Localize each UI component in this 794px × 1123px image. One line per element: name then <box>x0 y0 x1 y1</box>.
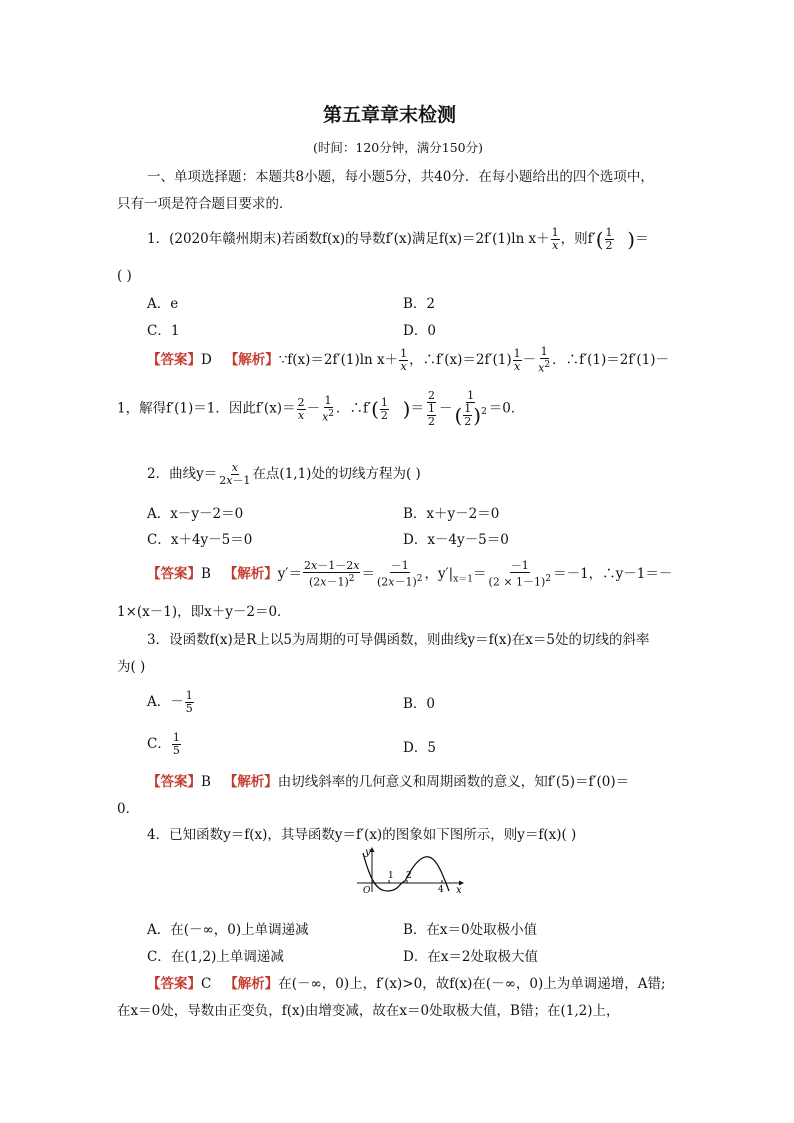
q1-analysis-line1: 【答案】D 【解析】∵f(x)＝2f′(1)ln x＋ $\frac{1}{x}$ ，∴f′(x)＝2f′(1) $\frac{1}{x}$ － $\frac{1}{x^2}$ ．∴f′(1)＝2f′(1)－ <box>147 345 670 375</box>
q3-option-d: D．5 <box>403 740 436 756</box>
section-intro-line1: 一、单项选择题：本题共8小题，每小题5分，共40分．在每小题给出的四个选项中， <box>147 169 654 185</box>
q1-option-a: A．e <box>147 296 179 312</box>
graph-tick-label: 2 <box>406 871 412 881</box>
q4-analysis-line1: 【答案】C 【解析】在(－∞，0)上，f′(x)>0，故f(x)在(－∞，0)上为单调递增，A错; <box>147 976 666 992</box>
q3-analysis-line2: 0． <box>117 801 140 817</box>
fraction: $\frac{1}{x}$ <box>551 226 559 252</box>
q1-stem: 1．(2020年赣州期末)若函数f(x)的导数f′(x)满足f(x)＝2f′(1)ln x＋ $\frac{1}{x}$ ，则f′( $\frac{1}{2}$ )＝ <box>147 226 649 252</box>
fraction: 1 ( $\frac{1}{2}$ )$^2$ <box>454 389 487 428</box>
q2-option-c: C．x＋4y－5＝0 <box>147 532 253 548</box>
fraction: $\frac{1}{2}$ <box>605 226 613 252</box>
q3-option-b: B．0 <box>403 696 436 712</box>
graph-origin-label: O <box>363 886 371 895</box>
graph-tick-label: 4 <box>438 885 444 895</box>
q4-option-b: B．在x＝0处取极小值 <box>403 922 538 938</box>
fraction: $\frac{1}{5}$ <box>172 731 180 757</box>
q2-option-d: D．x－4y－5＝0 <box>403 532 509 548</box>
graph-tick-label: 1 <box>388 871 394 881</box>
q4-option-a: A．在(－∞，0)上单调递减 <box>147 922 309 938</box>
fraction: $\frac{2}{\frac{1}{2}}$ <box>427 389 435 428</box>
q2-stem: 2．曲线y＝ $\frac{x}{2x-1}$ 在点(1,1)处的切线方程为( ) <box>147 461 421 487</box>
section-intro-line2: 只有一项是符合题目要求的． <box>117 196 293 212</box>
q2-analysis-line1: 【答案】B 【解析】y′＝ $\frac{2x-1-2x}{(2x-1)^2}$ ＝ $\frac{-1}{(2x-1)^2}$ ，$y'|_{x=1}=$ $\frac{-1}{(2 \times 1-1)^2}$ ＝－1，∴y－1＝－ <box>147 559 673 589</box>
q3-analysis-line1: 【答案】B 【解析】由切线斜率的几何意义和周期函数的意义，知f′(5)＝f′(0)＝ <box>147 774 630 790</box>
fraction: $\frac{1}{5}$ <box>185 689 193 715</box>
q4-analysis-line2: 在x＝0处，导数由正变负，f(x)由增变减，故在x＝0处取极大值，B错；在(1,2)上， <box>117 1003 620 1019</box>
fraction: $\frac{2}{x}$ <box>297 395 305 422</box>
q4-stem: 4．已知函数y＝f(x)，其导函数y＝f′(x)的图象如下图所示，则y＝f(x)( ) <box>147 827 577 843</box>
q1-blank: ( ) <box>117 268 132 284</box>
fraction: $\frac{1}{x}$ <box>513 346 521 373</box>
graph-x-label: x <box>456 885 462 895</box>
q2-option-b: B．x＋y－2＝0 <box>403 506 500 522</box>
q1-option-c: C．1 <box>147 323 180 339</box>
q4-option-d: D．在x＝2处取极大值 <box>403 949 539 965</box>
q4-option-c: C．在(1,2)上单调递减 <box>147 949 284 965</box>
fraction: $\frac{-1}{(2x-1)^2}$ <box>376 559 423 589</box>
q1-analysis-line2: 1，解得f′(1)＝1．因此f′(x)＝ $\frac{2}{x}$ － $\frac{1}{x^2}$ ．∴f′( $\frac{1}{2}$ )＝ $\frac{2}{\frac{1}{2}}$ － 1 ( $\frac{1}{2}$ )$^2$ ＝0． <box>117 389 525 428</box>
fraction: $\frac{x}{2x-1}$ <box>219 461 251 487</box>
fraction: $\frac{-1}{(2 \times 1-1)^2}$ <box>488 559 552 589</box>
fraction: $\frac{1}{x^2}$ <box>322 393 335 424</box>
page-subtitle: (时间：120分钟，满分150分) <box>313 140 483 155</box>
fraction: $\frac{1}{x}$ <box>400 346 408 373</box>
derivative-graph <box>355 845 465 895</box>
q3-stem-line1: 3．设函数f(x)是R上以5为周期的可导偶函数，则曲线y＝f(x)在x＝5处的切线的斜率 <box>147 632 650 648</box>
q3-option-c: C． $\frac{1}{5}$ <box>147 731 180 757</box>
q1-option-d: D．0 <box>403 323 436 339</box>
q3-stem-line2: 为( ) <box>117 659 146 675</box>
q2-option-a: A．x－y－2＝0 <box>147 506 244 522</box>
q2-analysis-line2: 1×(x－1)，即x＋y－2＝0． <box>117 604 291 620</box>
fraction: $\frac{1}{2}$ <box>380 395 388 422</box>
q1-option-b: B．2 <box>403 296 436 312</box>
fraction: $\frac{2x-1-2x}{(2x-1)^2}$ <box>304 559 360 589</box>
graph-y-label: y <box>365 847 371 858</box>
fraction: $\frac{1}{x^2}$ <box>538 345 551 375</box>
q3-option-a: A．－ $\frac{1}{5}$ <box>147 689 193 715</box>
page-title: 第五章章末检测 <box>323 104 457 126</box>
